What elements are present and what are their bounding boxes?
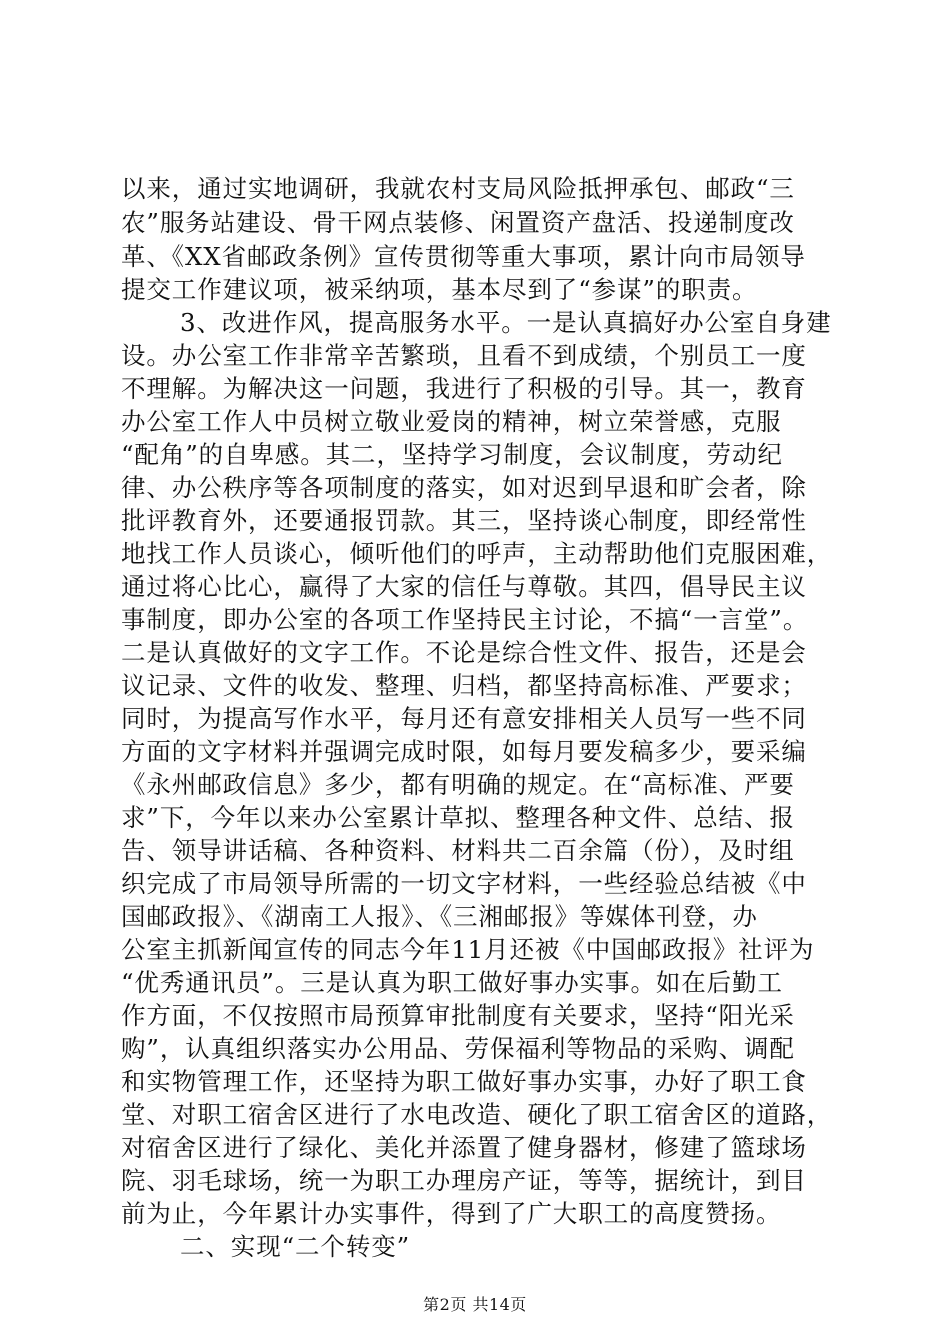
text-line: 提交工作建议项，被采纳项，基本尽到了“参谋”的职责。 — [121, 275, 758, 304]
text-line: 院、羽毛球场，统一为职工办理房产证，等等，据统计，到目 — [121, 1166, 807, 1195]
text-line: 农”服务站建设、骨干网点装修、闲置资产盘活、投递制度改 — [121, 208, 795, 237]
text-line: 地找工作人员谈心，倾听他们的呼声，主动帮助他们克服困难， — [121, 539, 833, 568]
text-line: 通过将心比心，赢得了大家的信任与尊敬。其四，倡导民主议 — [121, 572, 807, 601]
text-line: 公室主抓新闻宣传的同志今年11月还被《中国邮政报》社评为 — [121, 935, 815, 964]
text-line: 不理解。为解决这一问题，我进行了积极的引导。其一，教育 — [121, 374, 807, 403]
paragraph-start-line: 3、改进作风，提高服务水平。一是认真搞好办公室自身建 — [180, 308, 832, 337]
text-line: “配角”的自卑感。其二，坚持学习制度，会议制度，劳动纪 — [121, 440, 783, 469]
text-line: 对宿舍区进行了绿化、美化并添置了健身器材，修建了篮球场 — [121, 1133, 807, 1162]
text-line: 和实物管理工作，还坚持为职工做好事办实事，办好了职工食 — [121, 1067, 807, 1096]
text-line: 二是认真做好的文字工作。不论是综合性文件、报告，还是会 — [121, 638, 807, 667]
text-line: 作方面，不仅按照市局预算审批制度有关要求，坚持“阳光采 — [121, 1001, 795, 1030]
text-line: 购”，认真组织落实办公用品、劳保福利等物品的采购、调配 — [121, 1034, 795, 1063]
text-line: 《永州邮政信息》多少，都有明确的规定。在“高标准、严要 — [121, 770, 795, 799]
page-number-footer: 第2页 共14页 — [423, 1295, 527, 1314]
text-line: 国邮政报》、《湖南工人报》、《三湘邮报》等媒体刊登，办 — [121, 902, 758, 931]
text-line: 议记录、文件的收发、整理、归档，都坚持高标准、严要求； — [121, 671, 807, 700]
text-line: 前为止，今年累计办实事件，得到了广大职工的高度赞扬。 — [121, 1199, 782, 1228]
text-line: 方面的文字材料并强调完成时限，如每月要发稿多少，要采编 — [121, 737, 807, 766]
text-line: 求”下，今年以来办公室累计草拟、整理各种文件、总结、报 — [121, 803, 795, 832]
text-line: “优秀通讯员”。三是认真为职工做好事办实事。如在后勤工 — [121, 968, 783, 997]
text-line: 告、领导讲话稿、各种资料、材料共二百余篇（份），及时组 — [121, 836, 795, 865]
text-line: 事制度，即办公室的各项工作坚持民主讨论，不搞“一言堂”。 — [121, 605, 809, 634]
text-line: 革、《XX省邮政条例》宣传贯彻等重大事项，累计向市局领导 — [121, 242, 806, 271]
text-line: 以来，通过实地调研，我就农村支局风险抵押承包、邮政“三 — [121, 174, 795, 203]
section-heading: 二、实现“二个转变” — [180, 1232, 411, 1261]
text-line: 堂、对职工宿舍区进行了水电改造、硬化了职工宿舍区的道路， — [121, 1100, 833, 1129]
text-line: 批评教育外，还要通报罚款。其三，坚持谈心制度，即经常性 — [121, 506, 807, 535]
text-line: 办公室工作人中员树立敬业爱岗的精神，树立荣誉感，克服 — [121, 407, 782, 436]
text-line: 律、办公秩序等各项制度的落实，如对迟到早退和旷会者，除 — [121, 473, 807, 502]
text-line: 设。办公室工作非常辛苦繁琐，且看不到成绩，个别员工一度 — [121, 341, 807, 370]
text-line: 织完成了市局领导所需的一切文字材料，一些经验总结被《中 — [121, 869, 807, 898]
text-line: 同时，为提高写作水平，每月还有意安排相关人员写一些不同 — [121, 704, 807, 733]
